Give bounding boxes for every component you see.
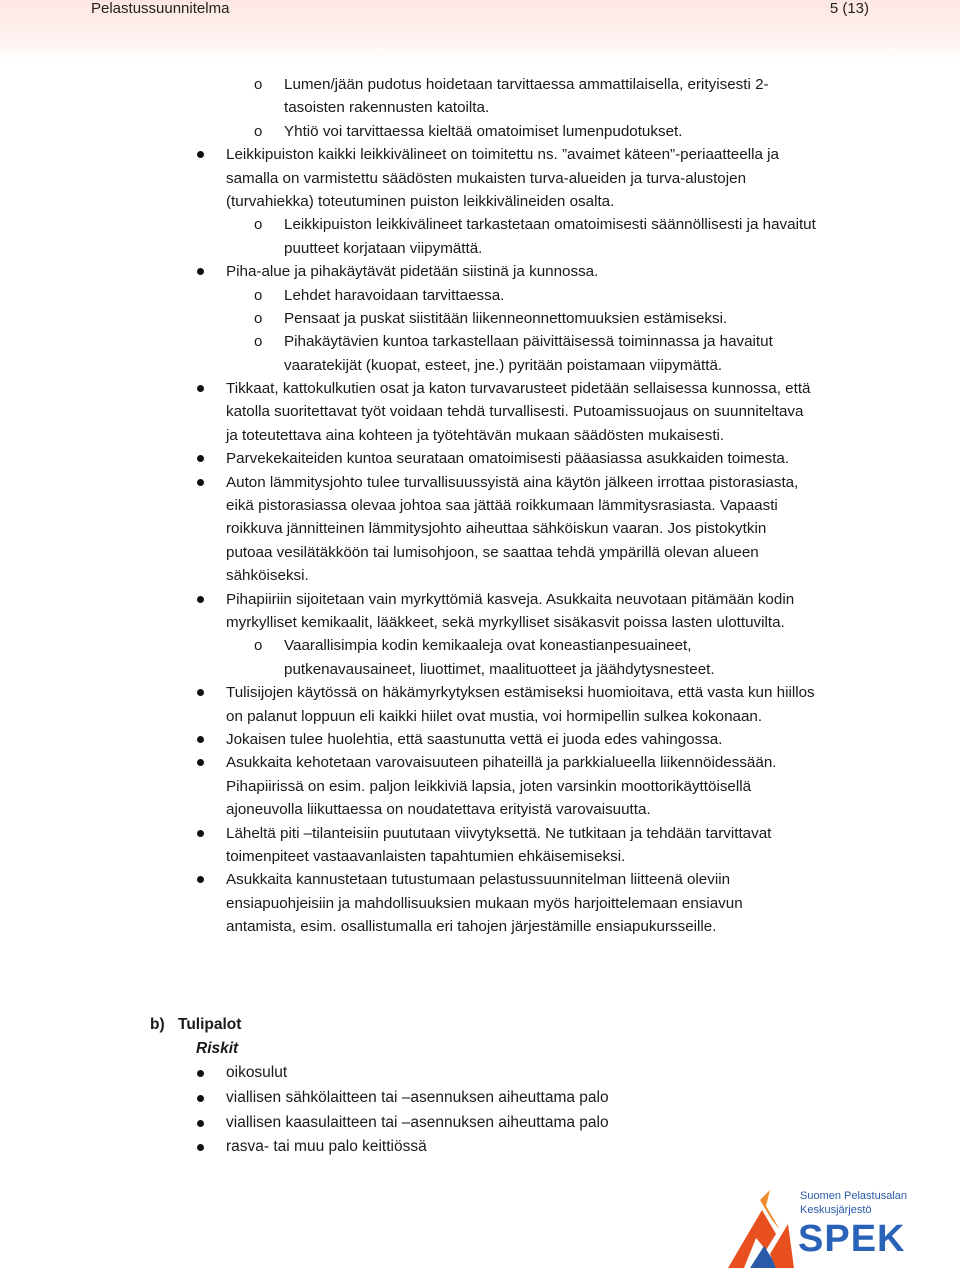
text-line: ensiapuohjeisiin ja mahdollisuuksien mukaan myös harjoittelemaan ensiavun: [226, 894, 743, 912]
section-heading: [0, 1013, 960, 1037]
text-line: ajoneuvolla liikuttaessa on noudatettava erityistä varovaisuutta.: [226, 801, 651, 819]
text-line: toimenpiteet vastaavanlaisten tapahtumien ehkäisemiseksi.: [226, 847, 626, 865]
text-line: putkenavausaineet, liuottimet, maalituotteet ja jäähdytysnesteet.: [284, 660, 715, 678]
document-title: Pelastussuunnitelma: [91, 0, 230, 17]
text-line: eikä pistorasiassa olevaa johtoa saa jättää roikkumaan lämmitysrasiasta. Vapaasti: [226, 497, 778, 515]
sub-bullet-item: o Yhtiö voi tarvittaessa kieltää omatoimiset lumenpudotukset.: [284, 120, 960, 143]
bullet-item: Parvekekaiteiden kuntoa seurataan omatoimisesti pääasiassa asukkaiden toimesta.: [226, 447, 960, 470]
section-gap: [0, 938, 960, 1013]
sub-bullet-item: o Lehdet haravoidaan tarvittaessa.: [284, 284, 960, 307]
bullet-item: Piha-alue ja pihakäytävät pidetään siistinä ja kunnossa.: [226, 260, 960, 283]
risk-item: viallisen sähkölaitteen tai –asennuksen aiheuttama palo: [226, 1086, 960, 1111]
bullet-item: Auton lämmitysjohto tulee turvallisuussyistä aina käytön jälkeen irrottaa pistorasiasta,: [226, 471, 960, 494]
text-line: katolla suoritettavat työt voidaan tehdä turvallisesti. Putoamissuojaus on suunniteltava: [226, 403, 804, 421]
bullet-item: Asukkaita kehotetaan varovaisuuteen pihateillä ja parkkialueella liikennöidessään.: [226, 751, 960, 774]
text-line: putoaa vesilätäkköön tai lumisohjoon, se saattaa tehdä ympärillä olevan alueen: [226, 543, 759, 561]
risk-item: rasva- tai muu palo keittiössä: [226, 1135, 960, 1160]
bullet-item: Läheltä piti –tilanteisiin puututaan viivytyksettä. Ne tutkitaan ja tehdään tarvittavat: [226, 822, 960, 845]
text-line: puutteet korjataan viipymättä.: [284, 239, 483, 257]
spek-logo: [726, 1190, 926, 1270]
logo-name: SPEK: [798, 1218, 906, 1260]
text-line: sähköiseksi.: [226, 567, 309, 585]
risk-item: oikosulut: [226, 1061, 960, 1086]
bullet-item: Asukkaita kannustetaan tutustumaan pelastussuunnitelman liitteenä oleviin: [226, 868, 960, 891]
sub-bullet-item: o Pensaat ja puskat siistitään liikenneonnettomuuksien estämiseksi.: [284, 307, 960, 330]
text-line: myrkylliset kemikaalit, lääkkeet, sekä myrkylliset sisäkasvit poissa lasten ulottuvilta.: [226, 613, 785, 631]
section-label: b): [150, 1016, 165, 1034]
bullet-item: Tikkaat, kattokulkutien osat ja katon turvavarusteet pidetään sellaisessa kunnossa, että: [226, 377, 960, 400]
text-line: tasoisten rakennusten katoilta.: [284, 99, 490, 117]
sub-bullet-item: o Vaarallisimpia kodin kemikaaleja ovat koneastianpesuaineet,: [284, 634, 960, 657]
bullet-item: Tulisijojen käytössä on häkämyrkytyksen estämiseksi huomioitava, että vasta kun hiillos: [226, 681, 960, 704]
logo-org-line1: Suomen Pelastusalan: [800, 1190, 908, 1202]
text-line: samalla on varmistettu säädösten mukaisten turva-alueiden ja turva-alustojen: [226, 169, 747, 187]
text-line: Pihapiirissä on esim. paljon leikkiviä lapsia, joten varsinkin moottorikäyttöisellä: [226, 777, 752, 795]
text-line: (turvahiekka) toteutuminen puiston leikkivälineiden osalta.: [226, 192, 615, 210]
body-text: [0, 73, 960, 1160]
logo-org-line2: Keskusjärjestö: [800, 1204, 872, 1216]
bullet-item: Jokaisen tulee huolehtia, että saastunutta vettä ei juoda edes vahingossa.: [226, 728, 960, 751]
text-line: antamista, esim. osallistumalla eri tahojen järjestämille ensiapukursseille.: [226, 918, 717, 936]
risk-item: viallisen kaasulaitteen tai –asennuksen aiheuttama palo: [226, 1111, 960, 1136]
section-title: Tulipalot: [178, 1016, 242, 1034]
text-line: vaaratekijät (kuopat, esteet, jne.) pyritään poistamaan viipymättä.: [284, 356, 723, 374]
section-subtitle: Riskit: [196, 1040, 239, 1058]
sub-bullet-item: o Leikkipuiston leikkivälineet tarkastetaan omatoimisesti säännöllisesti ja havaitut: [284, 213, 960, 236]
text-line: on palanut loppuun eli kaikki hiilet ovat mustia, voi hormipellin sulkea kokonaan.: [226, 707, 763, 725]
text-line: ja toteutettava aina kohteen ja työtehtävän mukaan säädösten mukaisesti.: [226, 426, 725, 444]
page-header: [0, 0, 960, 62]
bullet-item: Leikkipuiston kaikki leikkivälineet on toimitettu ns. ”avaimet käteen”-periaatteella ja: [226, 143, 960, 166]
sub-bullet-item: o Lumen/jään pudotus hoidetaan tarvittaessa ammattilaisella, erityisesti 2-: [284, 73, 960, 96]
flame-icon: [726, 1190, 796, 1270]
text-line: roikkuva jännitteinen lämmitysjohto aiheuttaa sähköiskun vaaran. Jos pistokytkin: [226, 520, 767, 538]
sub-bullet-item: o Pihakäytävien kuntoa tarkastellaan päivittäisessä toiminnassa ja havaitut: [284, 330, 960, 353]
page-number: 5 (13): [829, 0, 869, 17]
bullet-item: Pihapiiriin sijoitetaan vain myrkyttömiä kasveja. Asukkaita neuvotaan pitämään kodin: [226, 588, 960, 611]
